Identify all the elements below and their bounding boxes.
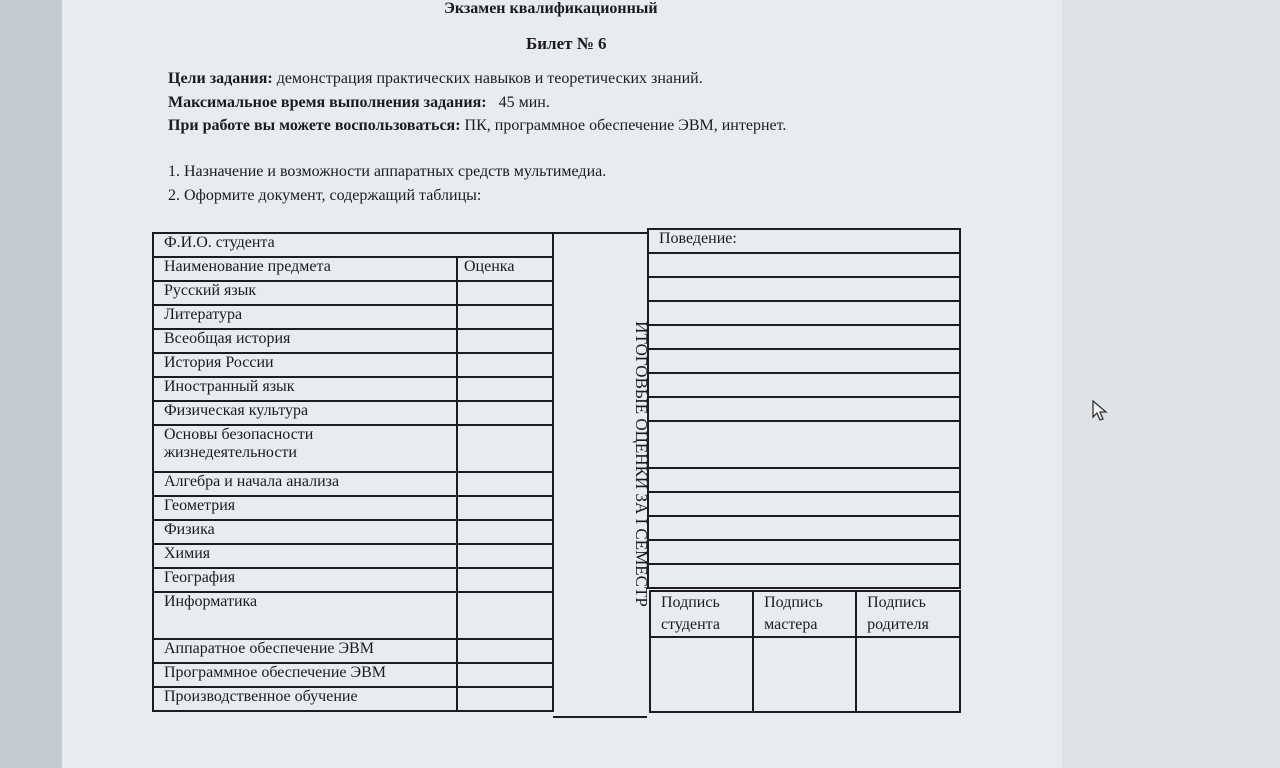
subject-cell: География — [153, 568, 457, 592]
signature-parent-label: Подпись родителя — [856, 591, 960, 637]
time-label: Максимальное время выполнения задания: — [168, 94, 487, 111]
subject-cell: История России — [153, 353, 457, 377]
subject-cell: Физика — [153, 520, 457, 544]
subject-cell: Основы безопасности жизнедеятельности — [153, 425, 457, 472]
subject-cell: Программное обеспечение ЭВМ — [153, 663, 457, 687]
subject-cell: Химия — [153, 544, 457, 568]
signature-student-cell — [650, 637, 753, 712]
semester-caption-column — [553, 232, 651, 718]
subject-cell: Физическая культура — [153, 401, 457, 425]
subject-cell: Производственное обучение — [153, 687, 457, 711]
grade-cell — [457, 401, 553, 425]
subject-cell: Русский язык — [153, 281, 457, 305]
table-row — [153, 687, 553, 711]
grade-cell — [457, 663, 553, 687]
subject-cell: Литература — [153, 305, 457, 329]
task-2: 2. Оформите документ, содержащий таблицы: — [168, 187, 482, 204]
table-row — [153, 281, 553, 305]
semester-caption: ИТОГОВЫЕ ОЦЕНКИ ЗА I СЕМЕСТР — [632, 321, 651, 607]
signature-master-cell — [753, 637, 856, 712]
document-title: Экзамен квалификационный — [444, 0, 658, 17]
background-left — [0, 0, 62, 768]
table-row — [153, 401, 553, 425]
table-row — [648, 397, 960, 421]
table-row — [153, 544, 553, 568]
subject-cell: Информатика — [153, 592, 457, 639]
behavior-line — [648, 253, 960, 277]
behavior-line — [648, 421, 960, 468]
grade-cell — [457, 639, 553, 663]
signature-parent-cell — [856, 637, 960, 712]
table-row — [648, 564, 960, 588]
ticket-number: Билет № 6 — [526, 34, 607, 53]
table-row — [153, 305, 553, 329]
grade-cell — [457, 520, 553, 544]
behavior-line — [648, 301, 960, 325]
grade-cell — [457, 377, 553, 401]
table-row — [153, 329, 553, 353]
goal-line — [168, 70, 703, 88]
behavior-line — [648, 373, 960, 397]
subject-cell: Всеобщая история — [153, 329, 457, 353]
table-row — [153, 520, 553, 544]
subject-header: Наименование предмета — [153, 257, 457, 281]
behavior-line — [648, 468, 960, 492]
subject-cell: Алгебра и начала анализа — [153, 472, 457, 496]
behavior-line — [648, 492, 960, 516]
grade-cell — [457, 305, 553, 329]
table-row — [648, 325, 960, 349]
table-row — [153, 425, 553, 472]
grade-cell — [457, 496, 553, 520]
time-value: 45 мин. — [498, 94, 550, 111]
table-row — [153, 568, 553, 592]
table-row — [153, 639, 553, 663]
grades-table — [152, 232, 554, 712]
time-line — [168, 94, 550, 112]
subject-cell: Геометрия — [153, 496, 457, 520]
table-row — [153, 592, 553, 639]
grade-cell — [457, 329, 553, 353]
table-row — [648, 373, 960, 397]
table-row — [153, 353, 553, 377]
behavior-line — [648, 349, 960, 373]
background-right — [1062, 0, 1280, 768]
behavior-line — [648, 540, 960, 564]
student-name-cell: Ф.И.О. студента — [153, 233, 553, 257]
table-row — [153, 496, 553, 520]
behavior-line — [648, 516, 960, 540]
grade-cell — [457, 353, 553, 377]
behavior-line — [648, 397, 960, 421]
subject-cell: Иностранный язык — [153, 377, 457, 401]
behavior-line — [648, 325, 960, 349]
signature-student-label: Подпись студента — [650, 591, 753, 637]
grade-cell — [457, 425, 553, 472]
table-row — [648, 253, 960, 277]
grade-header: Оценка — [457, 257, 553, 281]
resources-text: ПК, программное обеспечение ЭВМ, интернет. — [460, 117, 787, 134]
mouse-pointer-icon — [1092, 400, 1110, 422]
table-row — [153, 472, 553, 496]
resources-label: При работе вы можете воспользоваться: — [168, 117, 461, 134]
grade-cell — [457, 568, 553, 592]
behavior-label: Поведение: — [648, 229, 960, 253]
table-row — [648, 492, 960, 516]
grade-cell — [457, 687, 553, 711]
behavior-table — [647, 228, 961, 589]
table-row — [648, 301, 960, 325]
table-row — [648, 277, 960, 301]
behavior-line — [648, 277, 960, 301]
grade-cell — [457, 472, 553, 496]
goal-label: Цели задания: — [168, 70, 273, 87]
table-row — [648, 540, 960, 564]
grade-cell — [457, 544, 553, 568]
subject-cell: Аппаратное обеспечение ЭВМ — [153, 639, 457, 663]
signature-table — [649, 590, 961, 713]
table-row — [153, 377, 553, 401]
grade-cell — [457, 592, 553, 639]
behavior-line — [648, 564, 960, 588]
resources-line — [168, 117, 786, 135]
task-1: 1. Назначение и возможности аппаратных средств мультимедиа. — [168, 163, 607, 180]
table-row — [648, 468, 960, 492]
goal-text: демонстрация практических навыков и теоретических знаний. — [272, 70, 703, 87]
table-row — [648, 421, 960, 468]
table-row — [153, 663, 553, 687]
grade-cell — [457, 281, 553, 305]
table-row — [648, 349, 960, 373]
table-row — [648, 516, 960, 540]
signature-master-label: Подпись мастера — [753, 591, 856, 637]
